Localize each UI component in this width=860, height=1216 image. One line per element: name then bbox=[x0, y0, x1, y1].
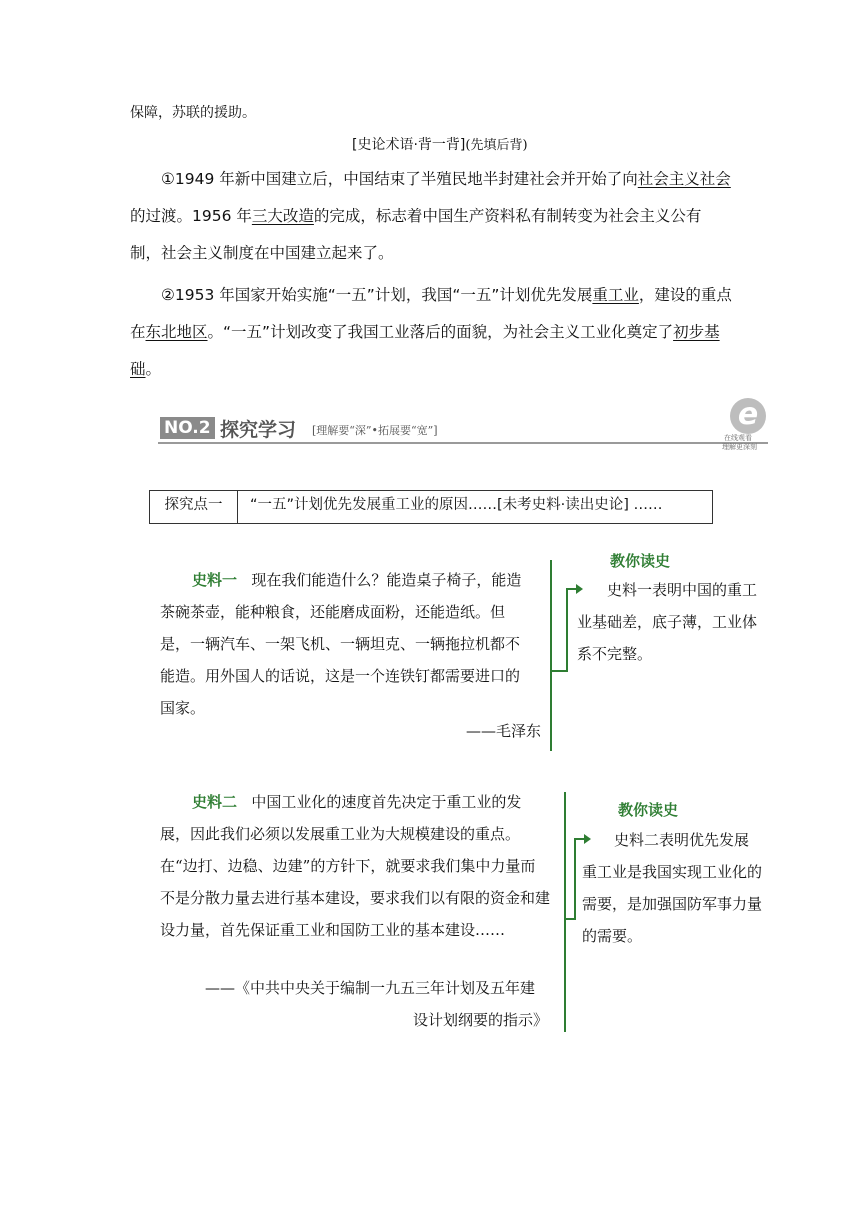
source2-read-title: 教你读史 bbox=[618, 801, 679, 819]
terms-paragraph-1 bbox=[130, 161, 732, 272]
top-line: 保障，苏联的援助。 bbox=[130, 105, 256, 121]
source1-arrow-shaft bbox=[566, 588, 576, 590]
source2-attribution-line1: ——《中共中央关于编制一九五三年计划及五年建 bbox=[205, 979, 536, 997]
terms-heading-text: [史论术语·背一背] bbox=[352, 137, 466, 153]
p1-text-a: ①1949 年新中国建立后，中国结束了半殖民地半封建社会并开始了向 bbox=[161, 170, 638, 188]
p2-text-b: ，建设的重点在 bbox=[130, 286, 732, 341]
source2-text bbox=[160, 786, 550, 946]
banner-title: 探究学习 bbox=[220, 419, 297, 441]
source2-bracket-tick bbox=[566, 918, 574, 920]
source2-attribution-line2: 设计划纲要的指示》 bbox=[413, 1011, 549, 1029]
source2-arrow-stem bbox=[574, 838, 576, 920]
source1-bracket-line bbox=[550, 560, 552, 751]
source1-arrow-stem bbox=[566, 588, 568, 672]
source1-attribution: ——毛泽东 bbox=[466, 722, 542, 740]
p2-underline-2: 东北地区 bbox=[145, 323, 208, 341]
banner-bracket: [理解要“深”•拓展要“宽”] bbox=[312, 424, 438, 437]
terms-heading bbox=[352, 134, 528, 154]
terms-paragraph-2 bbox=[130, 277, 732, 388]
p1-underline-2: 三大改造 bbox=[251, 207, 314, 225]
p2-text-d: 。 bbox=[145, 360, 162, 378]
explore-point-label: 探究点一 bbox=[150, 491, 238, 523]
source2-read-text: 史料二表明优先发展重工业是我国实现工业化的需要，是加强国防军事力量的需要。 bbox=[582, 831, 763, 945]
p1-underline-1: 社会主义社会 bbox=[637, 170, 731, 188]
source1-bracket-tick bbox=[552, 670, 566, 672]
terms-heading-note: (先填后背) bbox=[465, 138, 528, 153]
banner-no-label: NO.2 bbox=[160, 417, 215, 439]
logo-caption-1: 在线观看 bbox=[724, 434, 752, 442]
source2-label: 史料二 bbox=[192, 793, 238, 811]
source1-label: 史料一 bbox=[192, 571, 238, 589]
section-banner bbox=[158, 397, 768, 451]
banner-rule bbox=[158, 442, 768, 444]
online-logo-icon[interactable]: e bbox=[730, 398, 766, 434]
explore-point-topic: “一五”计划优先发展重工业的原因……[未考史料·读出史论] …… bbox=[250, 497, 663, 513]
source2-bracket-line bbox=[564, 792, 566, 1032]
p1-text-c: 的完成，标志着中国生产资料私有制转变为社会主义公有制，社会主义制度在中国建立起来了。 bbox=[130, 207, 702, 262]
source1-text bbox=[160, 564, 534, 724]
source1-read-title: 教你读史 bbox=[610, 552, 671, 570]
source1-read-text: 史料一表明中国的重工业基础差，底子薄，工业体系不完整。 bbox=[577, 581, 758, 663]
p2-underline-3: 初步基础 bbox=[130, 323, 720, 378]
p1-text-b: 的过渡。1956 年 bbox=[130, 207, 252, 225]
p2-underline-1: 重工业 bbox=[592, 286, 639, 304]
p2-text-a: ②1953 年国家开始实施“一五”计划，我国“一五”计划优先发展 bbox=[161, 286, 593, 304]
source2-body: 中国工业化的速度首先决定于重工业的发展，因此我们必须以发展重工业为大规模建设的重点。在“边打、边稳、边建”的方针下，就要求我们集中力量而不是分散力量去进行基本建设，要求我们以有限的资金和建设力量，首先保证重工业和国防工业的基本建设…… bbox=[160, 793, 551, 939]
source1-body: 现在我们能造什么？能造桌子椅子，能造茶碗茶壶，能种粮食，还能磨成面粉，还能造纸。但是，一辆汽车、一架飞机、一辆坦克、一辆拖拉机都不能造。用外国人的话说，这是一个连铁钉都需要进口的国家。 bbox=[160, 571, 522, 717]
explore-point-box bbox=[149, 490, 713, 524]
logo-caption-2: 理解更深刻 bbox=[722, 443, 757, 451]
p2-text-c: 。“一五”计划改变了我国工业落后的面貌，为社会主义工业化奠定了 bbox=[207, 323, 674, 341]
